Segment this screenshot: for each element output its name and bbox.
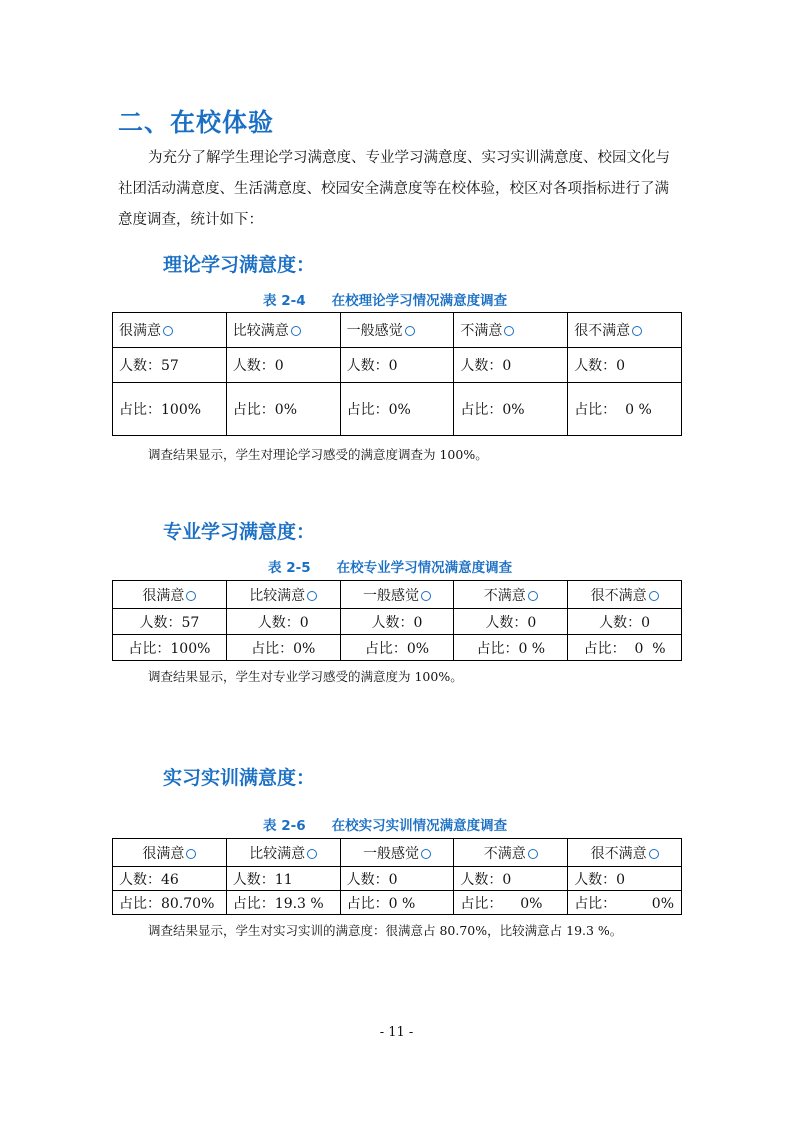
table-row-ratios: [113, 383, 682, 436]
table-header-row: [113, 839, 682, 867]
satisfaction-table-major: [112, 580, 682, 661]
header-cell: 很不满意: [568, 313, 682, 348]
count-cell: 人数：11: [226, 867, 340, 891]
header-cell: 一般感觉: [340, 313, 454, 348]
ratio-cell: 占比：0%: [454, 383, 568, 436]
count-cell: 人数：57: [113, 348, 227, 383]
header-cell: 一般感觉: [340, 581, 454, 609]
table-row-counts: [113, 867, 682, 891]
ratio-cell: 占比： 0 %: [568, 383, 682, 436]
option-circle-icon: [421, 849, 431, 859]
option-circle-icon: [307, 849, 317, 859]
ratio-cell: 占比：19.3 %: [226, 891, 340, 915]
table-title: 在校专业学习情况满意度调查: [336, 560, 513, 576]
count-cell: 人数：0: [454, 609, 568, 635]
table-number: 表 2-4: [263, 293, 306, 309]
count-cell: 人数：46: [113, 867, 227, 891]
header-cell: 很不满意: [568, 839, 682, 867]
ratio-cell: 占比： 0 %: [568, 635, 682, 661]
option-circle-icon: [291, 326, 301, 336]
header-cell: 比较满意: [226, 313, 340, 348]
header-cell: 不满意: [454, 313, 568, 348]
section-title: 二、在校体验: [118, 108, 275, 137]
subsection-heading-internship: 实习实训满意度：: [163, 767, 316, 789]
ratio-cell: 占比：0%: [226, 635, 340, 661]
ratio-cell: 占比：100%: [113, 635, 227, 661]
result-note-internship: 调查结果显示，学生对实习实训的满意度：很满意占 80.70%，比较满意占 19.3 %。: [148, 923, 623, 938]
option-circle-icon: [504, 326, 514, 336]
option-circle-icon: [163, 326, 173, 336]
intro-text: 为充分了解学生理论学习满意度、专业学习满意度、实习实训满意度、校园文化与社团活动满意度、生活满意度、校园安全满意度等在校体验，校区对各项指标进行了满意度调查，统计如下：: [118, 150, 670, 228]
header-cell: 不满意: [454, 581, 568, 609]
count-cell: 人数：0: [226, 348, 340, 383]
option-circle-icon: [186, 849, 196, 859]
header-cell: 很不满意: [568, 581, 682, 609]
header-cell: 很满意: [113, 839, 227, 867]
ratio-cell: 占比：0%: [340, 383, 454, 436]
table-title: 在校实习实训情况满意度调查: [331, 818, 508, 834]
ratio-cell: 占比：80.70%: [113, 891, 227, 915]
header-cell: 很满意: [113, 581, 227, 609]
count-cell: 人数：0: [340, 348, 454, 383]
table-caption-2-5: [268, 556, 512, 576]
intro-paragraph: [118, 143, 682, 236]
table-caption-2-4: [263, 289, 507, 309]
satisfaction-table-theory: [112, 312, 682, 436]
count-cell: 人数：0: [340, 609, 454, 635]
count-cell: 人数：0: [340, 867, 454, 891]
ratio-cell: 占比： 0%: [454, 891, 568, 915]
ratio-cell: 占比：100%: [113, 383, 227, 436]
option-circle-icon: [528, 849, 538, 859]
ratio-cell: 占比： 0%: [568, 891, 682, 915]
header-cell: 比较满意: [226, 581, 340, 609]
header-cell: 很满意: [113, 313, 227, 348]
table-number: 表 2-5: [268, 560, 311, 576]
option-circle-icon: [649, 849, 659, 859]
table-header-row: [113, 313, 682, 348]
table-title: 在校理论学习情况满意度调查: [331, 293, 508, 309]
ratio-cell: 占比：0 %: [340, 891, 454, 915]
ratio-cell: 占比：0%: [340, 635, 454, 661]
table-row-ratios: [113, 891, 682, 915]
subsection-heading-major: 专业学习满意度：: [163, 521, 316, 543]
table-header-row: [113, 581, 682, 609]
table-row-ratios: [113, 635, 682, 661]
header-cell: 不满意: [454, 839, 568, 867]
table-caption-2-6: [263, 814, 507, 834]
count-cell: 人数：0: [454, 348, 568, 383]
option-circle-icon: [649, 591, 659, 601]
ratio-cell: 占比：0 %: [454, 635, 568, 661]
count-cell: 人数：0: [568, 867, 682, 891]
count-cell: 人数：0: [568, 609, 682, 635]
option-circle-icon: [405, 326, 415, 336]
count-cell: 人数：0: [568, 348, 682, 383]
result-note-theory: 调查结果显示，学生对理论学习感受的满意度调查为 100%。: [148, 447, 488, 462]
satisfaction-table-internship: [112, 838, 682, 915]
count-cell: 人数：0: [454, 867, 568, 891]
option-circle-icon: [632, 326, 642, 336]
option-circle-icon: [421, 591, 431, 601]
page-number: - 11 -: [379, 1025, 414, 1040]
option-circle-icon: [307, 591, 317, 601]
count-cell: 人数：0: [226, 609, 340, 635]
table-row-counts: [113, 348, 682, 383]
option-circle-icon: [528, 591, 538, 601]
table-number: 表 2-6: [263, 818, 306, 834]
count-cell: 人数：57: [113, 609, 227, 635]
header-cell: 比较满意: [226, 839, 340, 867]
subsection-heading-theory: 理论学习满意度：: [163, 254, 316, 276]
table-row-counts: [113, 609, 682, 635]
header-cell: 一般感觉: [340, 839, 454, 867]
option-circle-icon: [186, 591, 196, 601]
result-note-major: 调查结果显示，学生对专业学习感受的满意度为 100%。: [148, 669, 463, 684]
ratio-cell: 占比：0%: [226, 383, 340, 436]
